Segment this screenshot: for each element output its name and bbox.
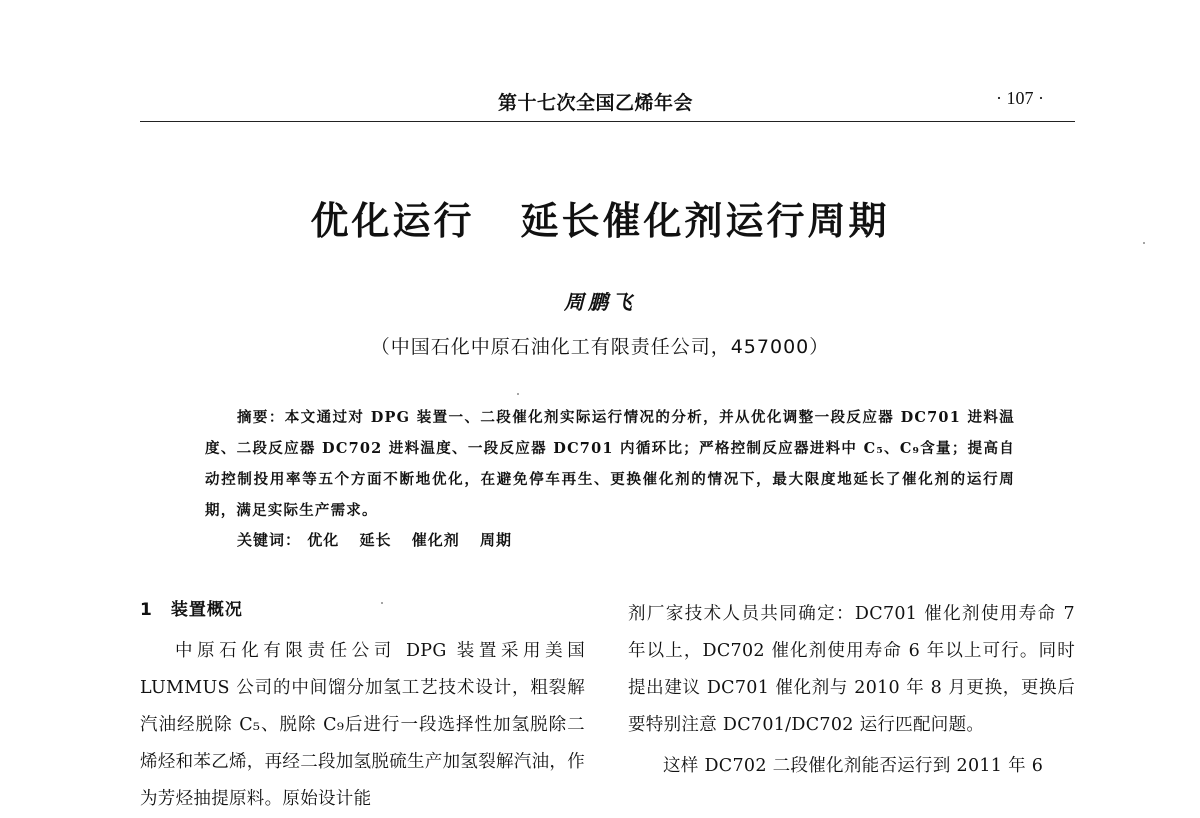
abstract [205,402,1015,526]
running-header-title: 第十七次全国乙烯年会 [498,92,694,114]
affiliation: （中国石化中原石油化工有限责任公司，457000） [370,336,830,358]
section-title: 装置概况 [170,600,243,620]
keywords [237,529,526,550]
page-number: · 107 · [996,88,1044,108]
scan-speck [1143,242,1145,244]
scan-speck [381,602,383,604]
keyword-item: 延长 [359,531,392,549]
author-name: 周鹏飞 [564,290,636,314]
section-number: 1 [140,600,153,620]
keywords-label: 关键词： [237,531,302,549]
paper-title-part2: 延长催化剂运行周期 [520,199,890,243]
body-paragraph: 中原石化有限责任公司 DPG 装置采用美国 LUMMUS 公司的中间馏分加氢工艺技术设计，粗裂解汽油经脱除 C₅、脱除 C₉后进行一段选择性加氢脱除二烯烃和苯乙烯，再经二段加氢脱硫生产加氢裂解汽油，作为芳烃抽提原料。原始设计能 [140,641,585,809]
header-rule [140,121,1075,122]
section-heading [140,596,585,633]
left-column [140,596,585,818]
scan-speck [517,393,519,395]
right-column [628,596,1075,785]
paper-title [0,190,1200,245]
keyword-item: 优化 [307,531,340,549]
paper-title-part1: 优化运行 [310,199,475,243]
keyword-item: 催化剂 [411,531,460,549]
keyword-item: 周期 [480,531,513,549]
abstract-label: 摘要： [237,409,285,426]
body-paragraph: 剂厂家技术人员共同确定：DC701 催化剂使用寿命 7 年以上，DC702 催化剂使用寿命 6 年以上可行。同时提出建议 DC701 催化剂与 2010 年 8 月更换，更换后要特别注意 DC701/DC702 运行匹配问题。 [628,604,1075,735]
abstract-text: 本文通过对 DPG 装置一、二段催化剂实际运行情况的分析，并从优化调整一段反应器 DC701 进料温度、二段反应器 DC702 进料温度、一段反应器 DC701 内循环比；严格控制反应器进料中 C₅、C₉含量；提高自动控制投用率等五个方面不断地优化，在避免停车再生、更换催化剂的情况下，最大限度地延长了催化剂的运行周期，满足实际生产需求。 [205,409,1015,519]
body-paragraph: 这样 DC702 二段催化剂能否运行到 2011 年 6 [663,756,1044,776]
